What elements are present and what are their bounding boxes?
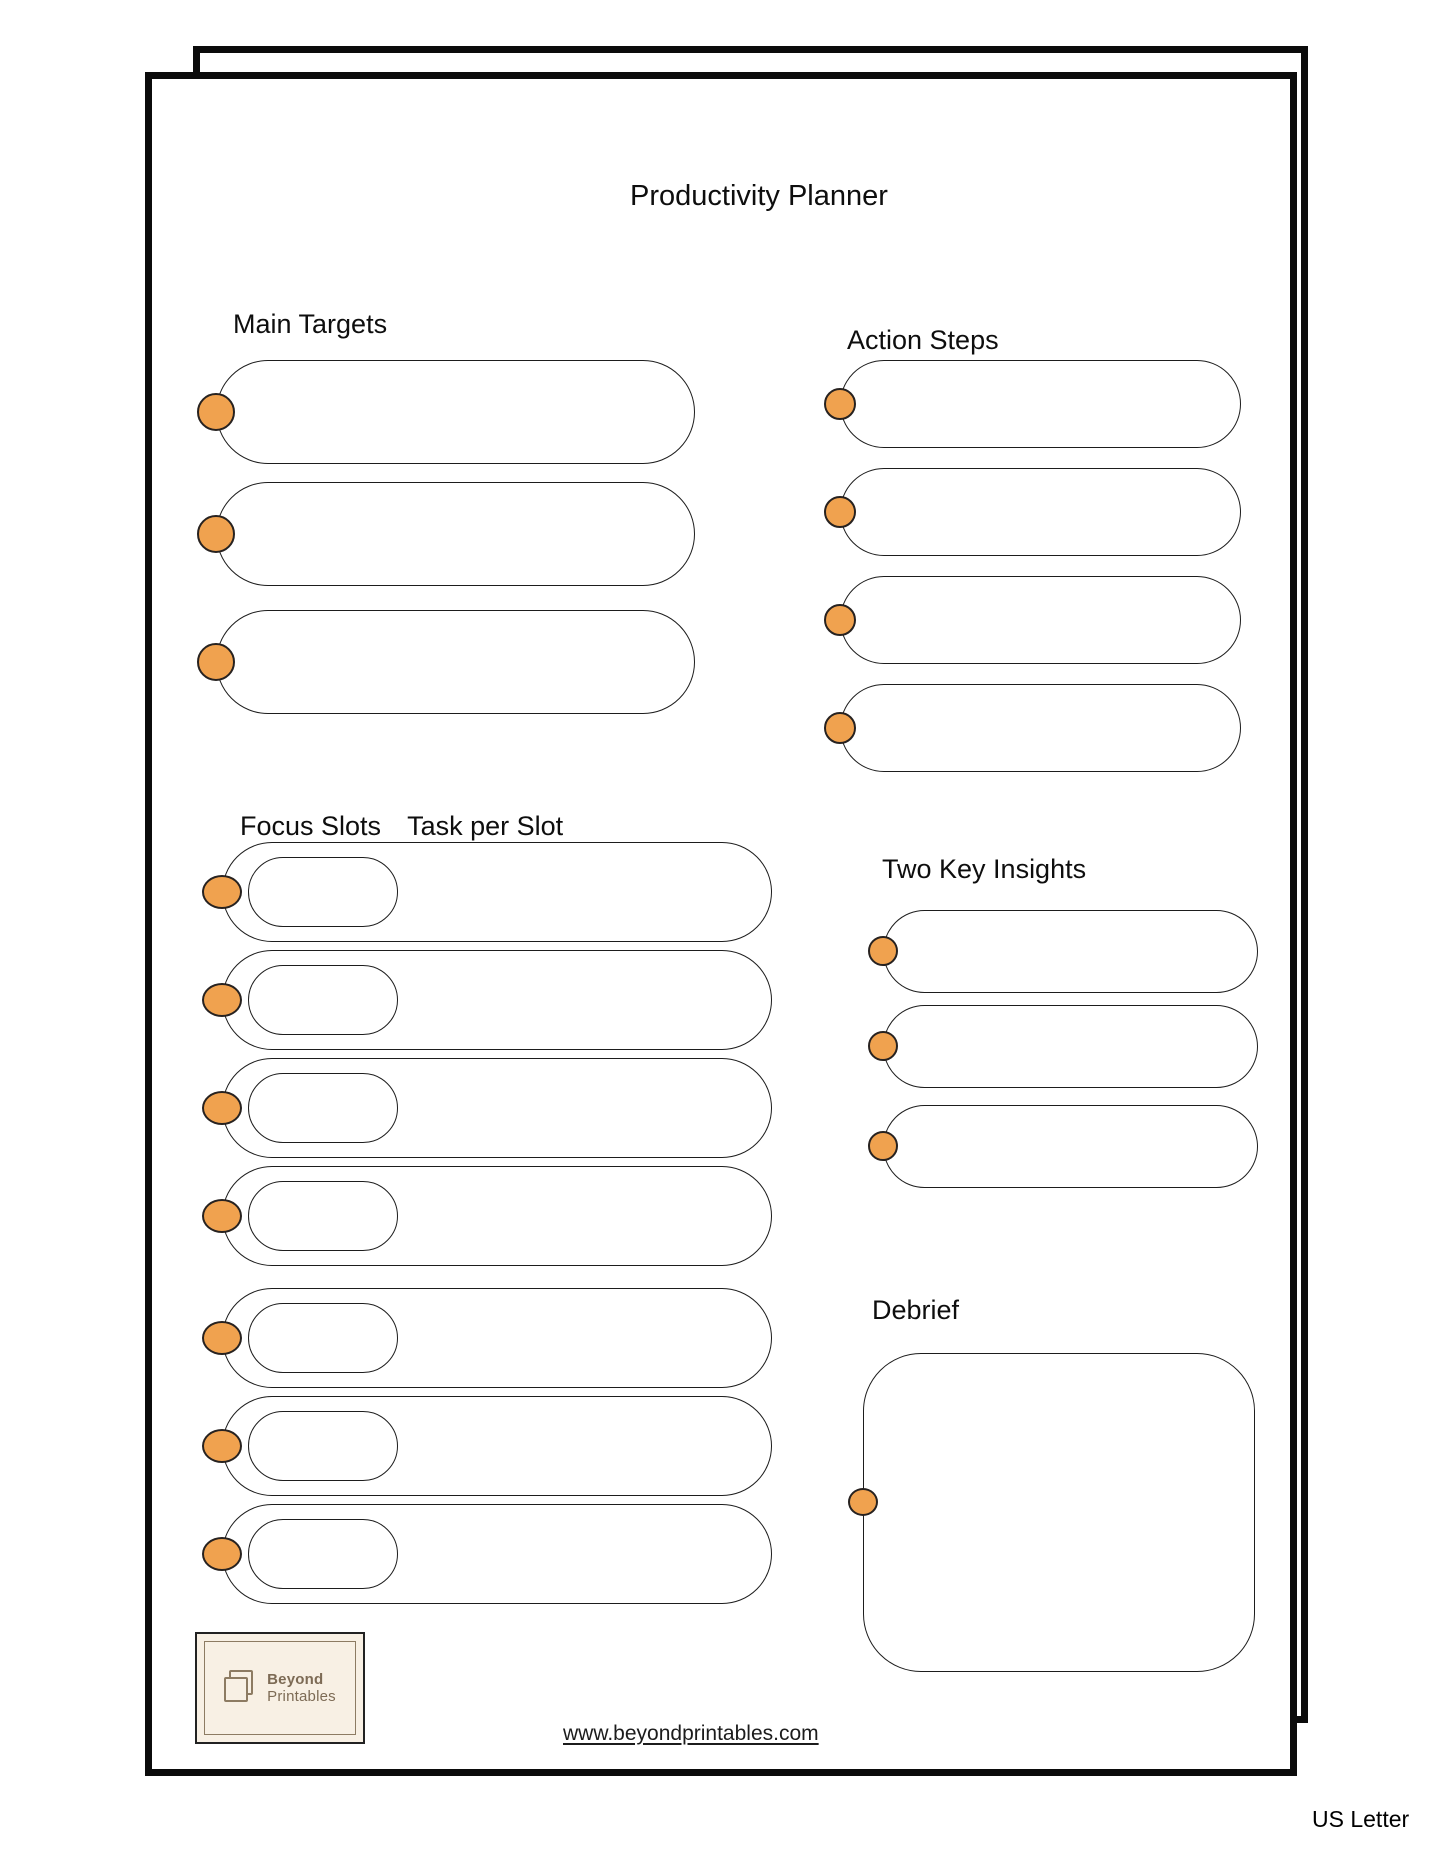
action-steps-heading: Action Steps xyxy=(847,325,999,355)
action-row xyxy=(824,684,1241,772)
paper-size-label: US Letter xyxy=(1312,1806,1410,1832)
bullet-dot xyxy=(868,1131,898,1161)
action-step-field xyxy=(840,684,1241,772)
focus-row xyxy=(202,1166,772,1266)
insight-field xyxy=(883,910,1258,993)
brand-logo xyxy=(195,1632,365,1744)
bullet-dot xyxy=(202,983,242,1017)
focus-row xyxy=(202,1504,772,1604)
bullet-dot xyxy=(868,936,898,966)
two-key-insights-heading: Two Key Insights xyxy=(882,854,1087,884)
focus-slots-label: Focus Slots xyxy=(240,811,382,841)
focus-slot-field xyxy=(248,1303,398,1373)
bullet-dot xyxy=(202,1091,242,1125)
focus-slot-field xyxy=(248,1181,398,1251)
focus-row xyxy=(202,842,772,942)
action-step-field xyxy=(840,468,1241,556)
bullet-dot xyxy=(824,712,856,744)
insight-row xyxy=(868,1005,1258,1088)
debrief-heading: Debrief xyxy=(872,1295,960,1325)
focus-row xyxy=(202,1058,772,1158)
bullet-dot xyxy=(824,496,856,528)
logo-inner-frame xyxy=(204,1641,356,1735)
focus-row xyxy=(202,950,772,1050)
bullet-dot xyxy=(848,1488,878,1516)
main-target-field xyxy=(216,610,695,714)
main-row xyxy=(197,482,695,586)
bullet-dot xyxy=(824,388,856,420)
logo-text xyxy=(267,1671,336,1706)
main-targets-heading: Main Targets xyxy=(233,309,388,339)
logo-line2: Printables xyxy=(267,1688,336,1705)
bullet-dot xyxy=(868,1031,898,1061)
insight-field xyxy=(883,1005,1258,1088)
focus-slot-field xyxy=(248,1073,398,1143)
action-row xyxy=(824,576,1241,664)
focus-slots-heading xyxy=(240,812,563,842)
main-row xyxy=(197,360,695,464)
insight-row xyxy=(868,1105,1258,1188)
bullet-dot xyxy=(202,1199,242,1233)
bullet-dot xyxy=(197,515,235,553)
website-link[interactable]: www.beyondprintables.com xyxy=(563,1722,819,1745)
main-target-field xyxy=(216,360,695,464)
bullet-dot xyxy=(197,393,235,431)
insight-field xyxy=(883,1105,1258,1188)
bullet-dot xyxy=(197,643,235,681)
page-title: Productivity Planner xyxy=(630,180,888,212)
logo-line1: Beyond xyxy=(267,1670,324,1688)
task-per-slot-label: Task per Slot xyxy=(407,811,564,841)
bullet-dot xyxy=(824,604,856,636)
focus-slot-field xyxy=(248,857,398,927)
bullet-dot xyxy=(202,875,242,909)
action-step-field xyxy=(840,360,1241,448)
insight-row xyxy=(868,910,1258,993)
debrief-field xyxy=(863,1353,1255,1672)
focus-slot-field xyxy=(248,1519,398,1589)
stacked-pages-icon xyxy=(224,1670,258,1706)
focus-slot-field xyxy=(248,965,398,1035)
focus-slot-field xyxy=(248,1411,398,1481)
main-target-field xyxy=(216,482,695,586)
main-row xyxy=(197,610,695,714)
bullet-dot xyxy=(202,1429,242,1463)
action-step-field xyxy=(840,576,1241,664)
bullet-dot xyxy=(202,1321,242,1355)
focus-row xyxy=(202,1396,772,1496)
action-row xyxy=(824,468,1241,556)
focus-row xyxy=(202,1288,772,1388)
action-row xyxy=(824,360,1241,448)
bullet-dot xyxy=(202,1537,242,1571)
